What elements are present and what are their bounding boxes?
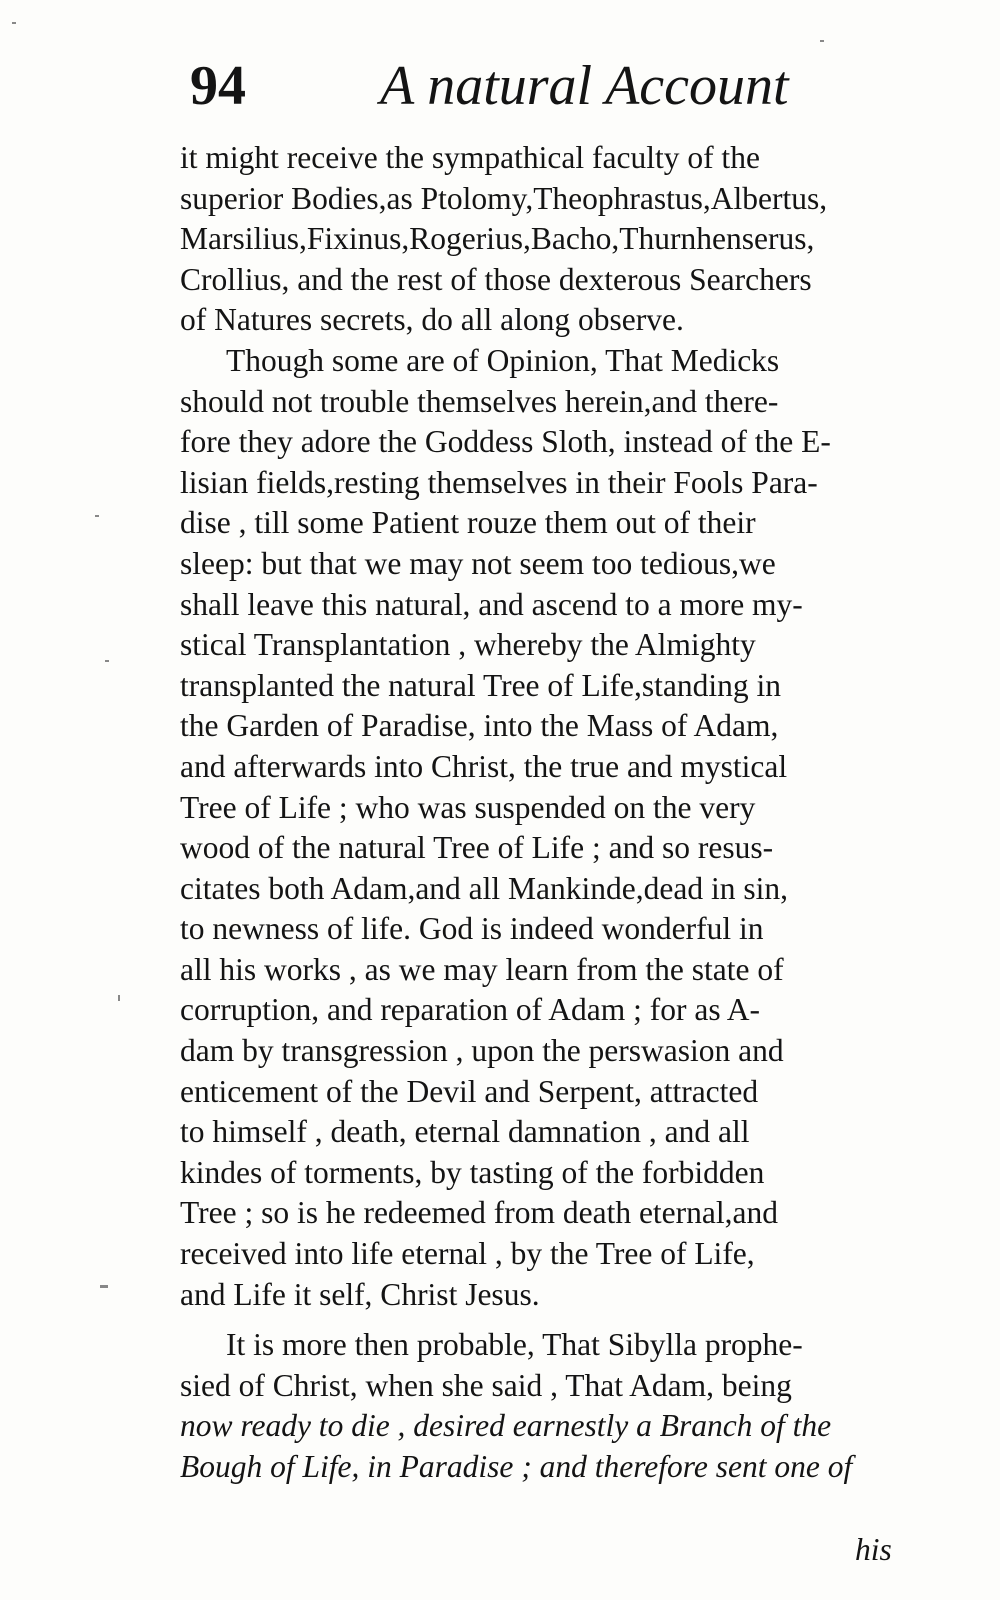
- text-line: Tree ; so is he redeemed from death eternal,and: [180, 1195, 778, 1231]
- text-line: enticement of the Devil and Serpent, attracted: [180, 1073, 759, 1109]
- text-line: fore they adore the Goddess Sloth, instead of the E-: [180, 424, 831, 460]
- page-header: [190, 55, 850, 138]
- running-title: A natural Account: [380, 55, 789, 117]
- text-line: shall leave this natural, and ascend to a more my-: [180, 586, 803, 622]
- text-line: and afterwards into Christ, the true and mystical: [180, 748, 788, 784]
- text-line: received into life eternal , by the Tree of Life,: [180, 1236, 755, 1272]
- text-line: now ready to die , desired earnestly a Branch of the: [180, 1408, 832, 1444]
- text-line: wood of the natural Tree of Life ; and so resus-: [180, 830, 774, 866]
- text-line: and Life it self, Christ Jesus.: [180, 1276, 540, 1312]
- text-line: the Garden of Paradise, into the Mass of Adam,: [180, 708, 779, 744]
- text-line: Marsilius,Fixinus,Rogerius,Bacho,Thurnhenserus,: [180, 221, 815, 257]
- text-line: to himself , death, eternal damnation , and all: [180, 1114, 750, 1150]
- text-line: Crollius, and the rest of those dexterous Searchers: [180, 261, 812, 297]
- scan-speck: [820, 40, 824, 42]
- text-line: to newness of life. God is indeed wonderful in: [180, 911, 764, 947]
- text-line: transplanted the natural Tree of Life,standing in: [180, 667, 781, 703]
- scan-speck: [118, 995, 120, 1001]
- page-number: 94: [190, 55, 246, 117]
- text-line: stical Transplantation , whereby the Almighty: [180, 627, 756, 663]
- catchword: his: [855, 1532, 892, 1567]
- text-line: should not trouble themselves herein,and there-: [180, 383, 779, 419]
- text-line: lisian fields,resting themselves in their Fools Para-: [180, 464, 818, 500]
- text-line: sied of Christ, when she said , That Adam, being: [180, 1367, 792, 1403]
- text-line: sleep: but that we may not seem too tedious,we: [180, 545, 776, 581]
- text-line: superior Bodies,as Ptolomy,Theophrastus,Albertus,: [180, 180, 828, 216]
- text-line: it might receive the sympathical faculty of the: [180, 140, 760, 175]
- text-line: Though some are of Opinion, That Medicks: [226, 342, 780, 378]
- scan-speck: [105, 660, 109, 662]
- body-text: [180, 138, 920, 1488]
- text-line: It is more then probable, That Sibylla prophe-: [226, 1327, 803, 1363]
- text-line: Bough of Life, in Paradise ; and therefore sent one of: [180, 1449, 853, 1484]
- text-line: citates both Adam,and all Mankinde,dead in sin,: [180, 870, 788, 906]
- scan-speck: [95, 515, 99, 517]
- text-line: corruption, and reparation of Adam ; for as A-: [180, 992, 760, 1028]
- text-line: all his works , as we may learn from the state of: [180, 951, 784, 987]
- text-line: kindes of torments, by tasting of the forbidden: [180, 1154, 765, 1190]
- text-line: dam by transgression , upon the perswasion and: [180, 1033, 784, 1069]
- scan-speck: [100, 1285, 108, 1288]
- text-line: dise , till some Patient rouze them out of their: [180, 505, 756, 541]
- scan-speck: [12, 22, 16, 24]
- text-line: Tree of Life ; who was suspended on the very: [180, 789, 756, 825]
- text-line: of Natures secrets, do all along observe.: [180, 302, 684, 338]
